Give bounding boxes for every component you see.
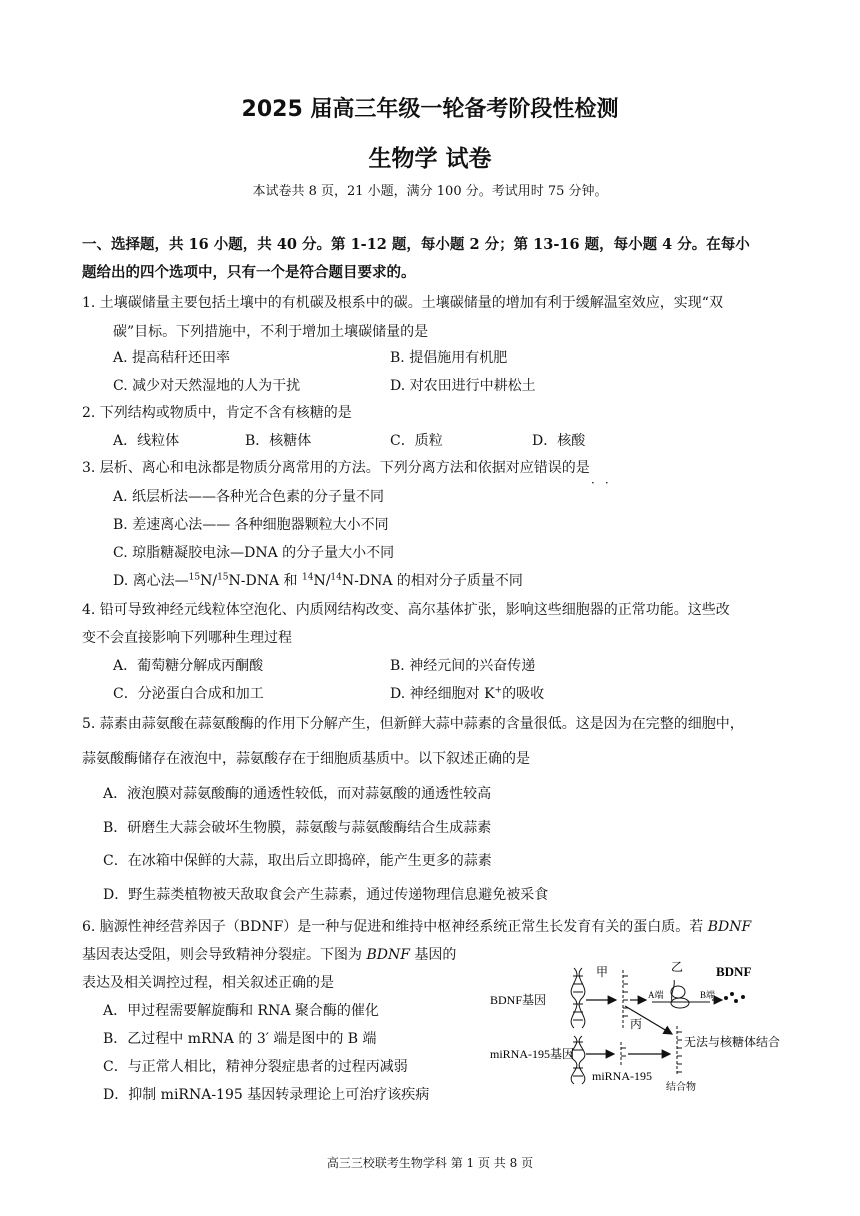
bdnf-gene-helix-icon — [571, 968, 585, 1028]
label-bdnf-protein: BDNF — [716, 964, 752, 979]
q5-stem-line1: 5. 蒜素由蒜氨酸在蒜氨酸酶的作用下分解产生，但新鲜大蒜中蒜素的含量很低。这是因为在完整的细胞中， — [82, 716, 744, 732]
q6-stem-line2: 基因表达受阻，则会导致精神分裂症。下图为 BDNF 基因的 — [82, 947, 457, 963]
q2-option-d: D．核酸 — [532, 433, 586, 449]
q6-option-d: D．抑制 miRNA-195 基因转录理论上可治疗该疾病 — [103, 1087, 430, 1103]
mirna-gene-label: miRNA-195基因 — [490, 1047, 575, 1061]
q6-option-c: C．与正常人相比，精神分裂症患者的过程丙减弱 — [103, 1059, 408, 1075]
q4-stem-line2: 变不会直接影响下列哪种生理过程 — [82, 630, 292, 646]
q6-option-a: A．甲过程需要解旋酶和 RNA 聚合酶的催化 — [103, 1003, 379, 1019]
gene-expression-diagram — [488, 956, 788, 1096]
exam-subtitle: 生物学 试卷 — [368, 146, 492, 172]
section-heading-line1: 一、选择题，共 16 小题，共 40 分。第 1-12 题，每小题 2 分；第 13-16 题，每小题 4 分。在每小 — [82, 236, 750, 253]
q2-option-a: A．线粒体 — [113, 433, 180, 449]
q5-option-c: C．在冰箱中保鲜的大蒜，取出后立即捣碎，能产生更多的蒜素 — [103, 853, 492, 869]
q3-option-c: C. 琼脂糖凝胶电泳—DNA 的分子量大小不同 — [113, 545, 395, 561]
q2-option-c: C．质粒 — [390, 433, 443, 449]
label-bing: 丙 — [630, 1017, 643, 1031]
q1-option-b: B. 提倡施用有机肥 — [390, 350, 508, 366]
bdnf-gene-label: BDNF基因 — [490, 993, 547, 1007]
q1-stem-line1: 1. 土壤碳储量主要包括土壤中的有机碳及根系中的碳。土壤碳储量的增加有利于缓解温室效应，实现“双 — [82, 295, 723, 311]
q3-option-b: B. 差速离心法—— 各种细胞器颗粒大小不同 — [113, 517, 389, 533]
label-jia: 甲 — [596, 965, 609, 979]
mirna-strand — [621, 1042, 626, 1066]
q6-stem-line1: 6. 脑源性神经营养因子（BDNF）是一种与促进和维持中枢神经系统正常生长发育有关的蛋白质。若 BDNF — [82, 919, 752, 935]
q3-stem: 3. 层析、离心和电泳都是物质分离常用的方法。下列分离方法和依据对应错误的是 — [82, 460, 590, 476]
q5-option-b: B．研磨生大蒜会破坏生物膜，蒜氨酸与蒜氨酸酶结合生成蒜素 — [103, 820, 492, 836]
q2-stem: 2. 下列结构或物质中，肯定不含有核糖的是 — [82, 405, 352, 421]
label-b-end: B端 — [700, 990, 716, 1000]
q5-option-a: A．液泡膜对蒜氨酸酶的通透性较低，而对蒜氨酸的通透性较高 — [103, 786, 492, 802]
label-complex: 结合物 — [666, 1082, 696, 1093]
q5-stem-line2: 蒜氨酸酶储存在液泡中，蒜氨酸存在于细胞质基质中。以下叙述正确的是 — [82, 751, 530, 767]
q4-option-d: D. 神经细胞对 K+的吸收 — [390, 685, 545, 702]
q5-option-d: D．野生蒜类植物被天敌取食会产生蒜素，通过传递物理信息避免被采食 — [103, 887, 549, 903]
q4-option-a: A．葡萄糖分解成丙酮酸 — [113, 658, 264, 674]
exam-title: 2025 届高三年级一轮备考阶段性检测 — [241, 97, 619, 122]
q3-option-d: D. 离心法—$^{15}$N/$^{15}$N-DNA 和 $^{14}$N/$^{14}$N-DNA 的相对分子质量不同 — [113, 572, 523, 589]
q4-option-c: C．分泌蛋白合成和加工 — [113, 686, 264, 702]
label-yi: 乙 — [671, 960, 684, 974]
bdnf-protein-dots-icon — [724, 992, 745, 1003]
q6-option-b: B．乙过程中 mRNA 的 3′ 端是图中的 B 端 — [103, 1031, 377, 1047]
label-a-end: A端 — [648, 990, 664, 1000]
q1-option-d: D. 对农田进行中耕松土 — [390, 378, 536, 394]
complex-structure — [677, 1026, 682, 1076]
exam-note: 本试卷共 8 页，21 小题，满分 100 分。考试用时 75 分钟。 — [252, 184, 608, 199]
label-no-ribosome-binding: 无法与核糖体结合 — [684, 1035, 781, 1049]
emphasis-dots: ·​· — [591, 476, 619, 490]
mirna-label: miRNA-195 — [592, 1069, 652, 1083]
section-heading-line2: 题给出的四个选项中，只有一个是符合题目要求的。 — [82, 264, 416, 281]
page-footer: 高三三校联考生物学科 第 1 页 共 8 页 — [326, 1156, 534, 1170]
q3-option-a: A. 纸层析法——各种光合色素的分子量不同 — [113, 489, 385, 505]
q1-option-a: A. 提高秸秆还田率 — [113, 350, 231, 366]
q4-option-b: B. 神经元间的兴奋传递 — [390, 658, 536, 674]
q1-option-c: C. 减少对天然湿地的人为干扰 — [113, 378, 301, 394]
q1-stem-line2: 碳”目标。下列措施中，不利于增加土壤碳储量的是 — [113, 324, 429, 340]
q6-stem-line3: 表达及相关调控过程，相关叙述正确的是 — [82, 975, 334, 991]
mrna-strand — [623, 970, 628, 1028]
q4-stem-line1: 4. 铅可导致神经元线粒体空泡化、内质网结构改变、高尔基体扩张，影响这些细胞器的正常功能。这些改 — [82, 602, 730, 618]
q2-option-b: B．核糖体 — [245, 433, 312, 449]
